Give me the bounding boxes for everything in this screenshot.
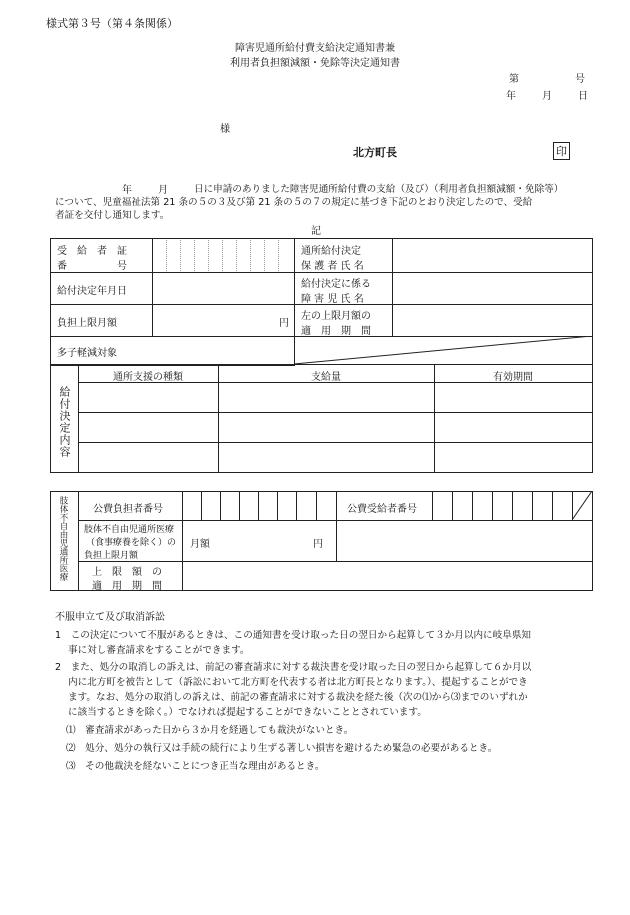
form-number: 様式第３号（第４条関係） [46,17,178,30]
notice-item-1: ⑴ 審査請求があった日から３か月を経過しても裁決がないとき。 [66,725,354,736]
col-amount-header: 支給量 [311,372,341,383]
payer-no-label: 公費負担者番号 [93,504,163,515]
col-type-header: 通所支援の種類 [113,372,183,383]
medical-side-label: 肢体不自由児通所医療 [58,496,68,581]
notice-p2-a: 2 また、処分の取消しの訴えは、前記の審査請求に対する裁決書を受け取った日の翌日から起算して６か月以 [55,662,532,673]
notice-item-2: ⑵ 処分、処分の執行又は手続の続行により生ずる著しい損害を避けるため緊急の必要があるとき。 [66,743,498,754]
multi-child-label: 多子軽減対象 [57,348,117,359]
medical-limit-label-c: 負担上限月額 [84,551,139,561]
child-label-b: 障 害 児 氏 名 [301,294,364,305]
medical-limit-label-a: 肢体不自由児通所医療 [84,525,175,535]
decision-date-label: 給付決定年月日 [57,286,127,297]
notice-heading: 不服申立て及び取消訴訟 [55,612,165,623]
limit-yen: 円 [279,318,289,329]
notice-item-3: ⑶ その他裁決を経ないことにつき正当な理由があるとき。 [66,761,325,772]
title-line1: 障害児通所給付費支給決定通知書兼 [235,43,395,54]
col-valid-header: 有効期間 [493,372,533,383]
receiver-slash [572,491,592,520]
doc-year: 年 [506,91,516,102]
limit-label: 負担上限月額 [57,318,117,329]
diagonal-slash [294,336,592,364]
period-label-b: 適 用 期 間 [301,326,371,337]
guardian-label-a: 通所給付決定 [301,246,361,257]
intro-line1: 日に申請のありました障害児通所給付費の支給（及び）（利用者負担額減額・免除等） [194,184,564,195]
notice-p2-d: に該当するときを除く。）でなければ提起することができないこととされています。 [68,707,427,718]
doc-no-go: 号 [575,74,585,85]
doc-month: 月 [542,91,552,102]
medical-yen: 円 [313,539,323,550]
notice-p2-b: 内に北方町を被告として（訴訟において北方町を代表する者は北方町長となります。）、提起することができ [68,677,528,688]
intro-line3: 者証を交付し通知します。 [55,210,170,221]
title-line2: 利用者負担額減額・免除等決定通知書 [230,58,400,69]
notice-p2-c: ます。なお、処分の取消しの訴えは、前記の審査請求に対する裁決を経た後（次の⑴から⑶までのいずれか [68,692,528,703]
ki-mark: 記 [311,226,321,237]
seal-mark: 印 [553,142,570,160]
upper-period-label-a: 上 限 額 の [92,567,162,578]
upper-period-label-b: 適 用 期 間 [92,581,162,592]
monthly-label: 月額 [190,539,210,550]
child-label-a: 給付決定に係る [301,279,371,290]
intro-month: 月 [158,185,168,196]
addressee-suffix: 様 [220,124,230,135]
recipient-no-label-b: 番 号 [57,261,127,272]
notice-p1-a: 1 この決定について不服があるときは、この通知書を受け取った日の翌日から起算して３か月以内に岐阜県知 [55,630,532,641]
medical-limit-label-b: （食事療養を除く）の [86,538,177,548]
period-label-a: 左の上限月額の [301,311,371,322]
intro-line2: について、児童福祉法第 21 条の５の３及び第 21 条の５の７の規定に基づき下記のとおり決定したので、受給 [55,197,533,208]
intro-year: 年 [122,185,132,196]
doc-no-dai: 第 [509,74,519,85]
guardian-label-b: 保 護 者 氏 名 [301,261,364,272]
notice-p1-b: 事に対し審査請求をすることができます。 [68,645,250,656]
receiver-no-label: 公費受給者番号 [347,504,417,515]
issuer-name: 北方町長 [353,146,397,159]
doc-day: 日 [578,91,588,102]
content-side-label: 給付決定内容 [58,386,71,458]
recipient-no-label-a: 受 給 者 証 [57,246,127,257]
